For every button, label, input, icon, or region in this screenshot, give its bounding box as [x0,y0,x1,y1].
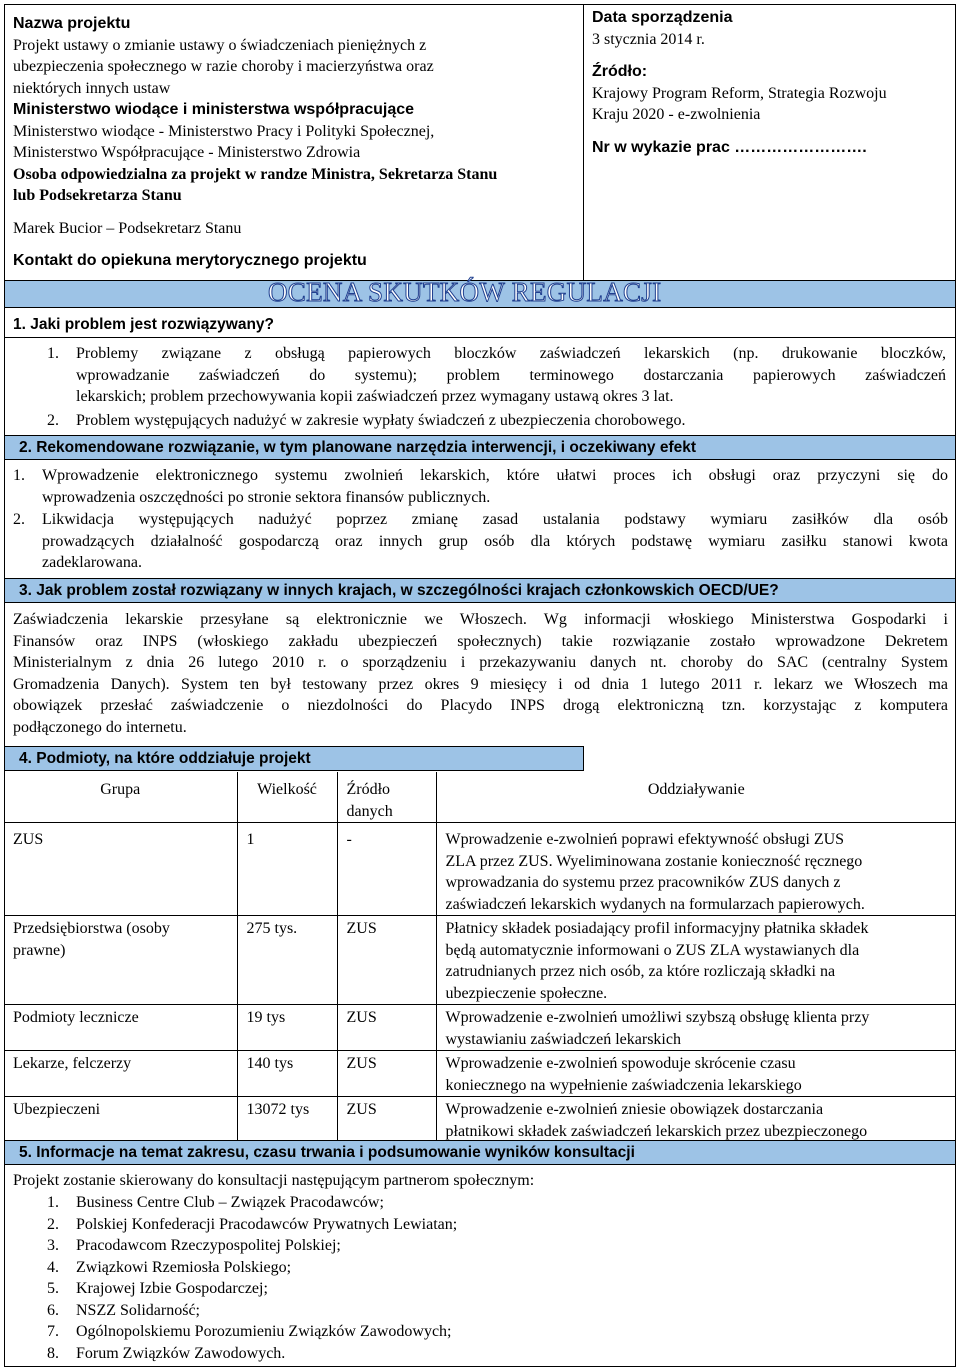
text-line: wystawianiu zaświadczeń lekarskich [445,1030,681,1048]
source-label: Źródło: [592,63,648,80]
text-line: wprowadzenia oszczędności po stronie sektora finansów publicznych. [42,488,491,506]
project-name-line: ubezpieczenia społecznego w razie choroby i macierzyństwa oraz [13,58,434,75]
q4-title: 4. Podmioty, na które oddziałuje projekt [4,746,584,771]
list-item: Ogólnopolskiemu Porozumieniu Związków Zawodowych; [76,1323,452,1340]
text-line: zatrudnianych przez nich osób, za które rozliczają składki na [445,963,836,980]
cell-group: Ubezpieczeni [4,1097,237,1143]
q3-paragraph [13,609,948,738]
ministries-label: Ministerstwo wiodące i ministerstwa współpracujące [13,101,415,118]
cell-source: ZUS [337,1051,436,1097]
text-line: Zaświadczenia lekarskie przesyłane są elektronicznie we Włoszech. Wg informacji włoskiego Ministerstwa Gospodarki i [13,611,948,628]
cell-impact [436,1097,956,1143]
contact-label: Kontakt do opiekuna merytorycznego projektu [13,252,367,269]
text-line: obowiązek przesłać zaświadczenie o niezdolności do Placydo INPS drogą elektroniczną tzn. korzystając z komputera [13,697,948,714]
text-line: Likwidacja występujących nadużyć poprzez zmianę zasad ustalania podstawy wymiaru zasiłków dla osób [42,511,948,528]
text-line: prawne) [13,941,66,959]
list-item: Forum Związków Zawodowych. [76,1344,286,1362]
text-line: Wprowadzenie e-zwolnień umożliwi szybszą obsługę klienta przy [445,1009,870,1026]
cell-group: Podmioty lecznicze [4,1005,237,1051]
list-item: Krajowej Izbie Gospodarczej; [76,1280,268,1297]
cell-size: 19 tys [237,1005,337,1051]
text-line: wprowadzanie zaświadczeń do systemu); problem terminowego dostarczania papierowych zaświadczeń [76,366,946,384]
text-line: prowadzących działalność gospodarczą oraz innych grup osób dla których podstawę wymiaru zasiłku stanowi kwota [42,532,948,550]
cell-source: ZUS [337,1005,436,1051]
cell-source: ZUS [337,1097,436,1143]
text-line: Ministerialnym z dnia 26 lutego 2010 r. o sporządzeniu i przekazywaniu danych nt. choroby do SAC (centralny System [13,654,948,671]
column-header-group: Grupa [4,772,237,823]
table-row [4,1005,956,1051]
text-line: wprowadzania do systemu przez pracowników ZUS danych z [445,874,841,891]
list-item: Związkowi Rzemiosła Polskiego; [76,1258,292,1276]
column-header-source [337,772,436,823]
partner-number: 4. [47,1258,59,1276]
table-header-row [4,772,956,823]
partner-number: 7. [47,1323,59,1340]
work-list-label: Nr w wykazie prac ……………………. [592,138,867,156]
q1-item-number: 1. [47,345,59,362]
partner-list [76,1192,776,1364]
q2-item-2 [42,509,948,574]
q3-title: 3. Jak problem został rozwiązany w innych krajach, w szczególności krajach członkowskich OECD/UE? [4,578,956,603]
text-line: Wprowadzenie e-zwolnień poprawi efektywność obsługi ZUS [445,831,845,848]
column-header-impact: Oddziaływanie [436,772,956,823]
partner-number: 2. [47,1215,59,1233]
q1-title: 1. Jaki problem jest rozwiązywany? [13,316,275,333]
date-value: 3 stycznia 2014 r. [592,30,705,48]
list-item: Polskiej Konfederacji Pracodawców Prywatnych Lewiatan; [76,1215,458,1233]
project-name-label: Nazwa projektu [13,15,131,32]
cell-source: - [337,823,436,916]
partner-number: 8. [47,1344,59,1362]
text-line: Wprowadzenie e-zwolnień spowoduje skrócenie czasu [445,1055,796,1072]
partner-number: 1. [47,1194,59,1211]
date-source-box [584,4,956,281]
partner-number: 5. [47,1280,59,1297]
cell-size: 1 [237,823,337,916]
text-line: ZLA przez ZUS. Wyeliminowana zostanie konieczność ręcznego [445,852,863,870]
responsible-person: Marek Bucior – Podsekretarz Stanu [13,219,242,237]
text-line: lekarskich; problem przechowywania kopii zaświadczeń przez wymagany ustawą okres 3 lat. [76,388,674,405]
cell-impact [436,1005,956,1051]
cell-impact [436,1051,956,1097]
text-line: zaświadczeń lekarskich wydanych na formularzach papierowych. [445,895,865,913]
q1-item-2 [76,410,946,432]
text-line: Finansów oraz INPS (włoskiego zakładu ubezpieczeń społecznych) takie rozwiązanie zostało wprowadzone Dekretem [13,632,948,650]
text-line: podłączonego do internetu. [13,718,187,736]
table-row [4,1051,956,1097]
partner-number: 6. [47,1301,59,1319]
assessment-title: OCENA SKUTKÓW REGULACJI [268,277,662,307]
list-item: Business Centre Club – Związek Pracodawców; [76,1194,384,1211]
q5-intro: Projekt zostanie skierowany do konsultacji następującym partnerom społecznym: [13,1172,535,1189]
affected-groups-table [4,772,956,1142]
q1-item-1 [76,343,946,408]
cooperating-ministry: Ministerstwo Współpracujące - Ministerstwo Zdrowia [13,144,361,161]
table-row [4,1097,956,1143]
text-line: Przedsiębiorstwa (osoby [13,920,170,937]
text-line: będą automatycznie informowani o ZUS ZLA wystawianych dla [445,941,860,959]
project-name-line: niektórych innych ustaw [13,79,171,97]
text-line: zadeklarowana. [42,554,142,571]
q1-item-number: 2. [47,412,59,429]
responsible-label: Osoba odpowiedzialna za projekt w randze Ministra, Sekretarza Stanu [13,165,498,183]
cell-impact [436,916,956,1005]
project-name-line: Projekt ustawy o zmianie ustawy o świadczeniach pieniężnych z [13,36,427,54]
q2-item-1 [42,465,948,508]
list-item: Pracodawcom Rzeczypospolitej Polskiej; [76,1237,341,1254]
text-line: danych [346,802,393,820]
cell-source: ZUS [337,916,436,1005]
cell-impact [436,823,956,916]
source-line: Krajowy Program Reform, Strategia Rozwoju [592,84,887,102]
text-line: Wprowadzenie elektronicznego systemu zwolnień lekarskich, które ułatwi proces ich obsługi oraz przyczyni się do [42,467,948,484]
responsible-label: lub Podsekretarza Stanu [13,187,182,204]
text-line: Problem występujących nadużyć w zakresie wypłaty świadczeń z ubezpieczenia chorobowego. [76,412,686,429]
column-header-size: Wielkość [237,772,337,823]
table-row [4,823,956,916]
project-info-box [4,4,584,281]
cell-size: 140 tys [237,1051,337,1097]
cell-group [4,916,237,1005]
cell-size: 275 tys. [237,916,337,1005]
lead-ministry: Ministerstwo wiodące - Ministerstwo Pracy i Polityki Społecznej, [13,122,435,140]
divider [4,337,956,338]
text-line: ubezpieczenie społeczne. [445,984,608,1002]
q5-title: 5. Informacje na temat zakresu, czasu trwania i podsumowanie wyników konsultacji [4,1140,956,1165]
cell-size: 13072 tys [237,1097,337,1143]
text-line: koniecznego na wypełnienie zaświadczenia lekarskiego [445,1076,802,1094]
date-label: Data sporządzenia [592,9,733,26]
q2-item-number: 2. [13,511,25,528]
source-line: Kraju 2020 - e-zwolnienia [592,106,761,123]
cell-group: ZUS [4,823,237,916]
text-line: Wprowadzenie e-zwolnień zniesie obowiązek dostarczania [445,1101,824,1118]
partner-number: 3. [47,1237,59,1254]
text-line: Problemy związane z obsługą papierowych bloczków zaświadczeń lekarskich (np. drukowanie bloczków, [76,345,946,362]
list-item: NSZZ Solidarność; [76,1301,200,1319]
table-row [4,916,956,1005]
text-line: Płatnicy składek posiadający profil informacyjny płatnika składek [445,920,869,937]
q2-title: 2. Rekomendowane rozwiązanie, w tym planowane narzędzia interwencji, i oczekiwany efekt [4,435,956,460]
cell-group: Lekarze, felczerzy [4,1051,237,1097]
q2-item-number: 1. [13,467,25,484]
text-line: płatnikowi składek zaświadczeń lekarskich przez ubezpieczonego [445,1122,868,1140]
text-line: Źródło [346,781,391,798]
text-line: Gromadzenia Danych). System ten był testowany przez okres 9 miesięcy i od dnia 1 lutego 2011 r. lekarz we Włoszech ma [13,675,948,693]
